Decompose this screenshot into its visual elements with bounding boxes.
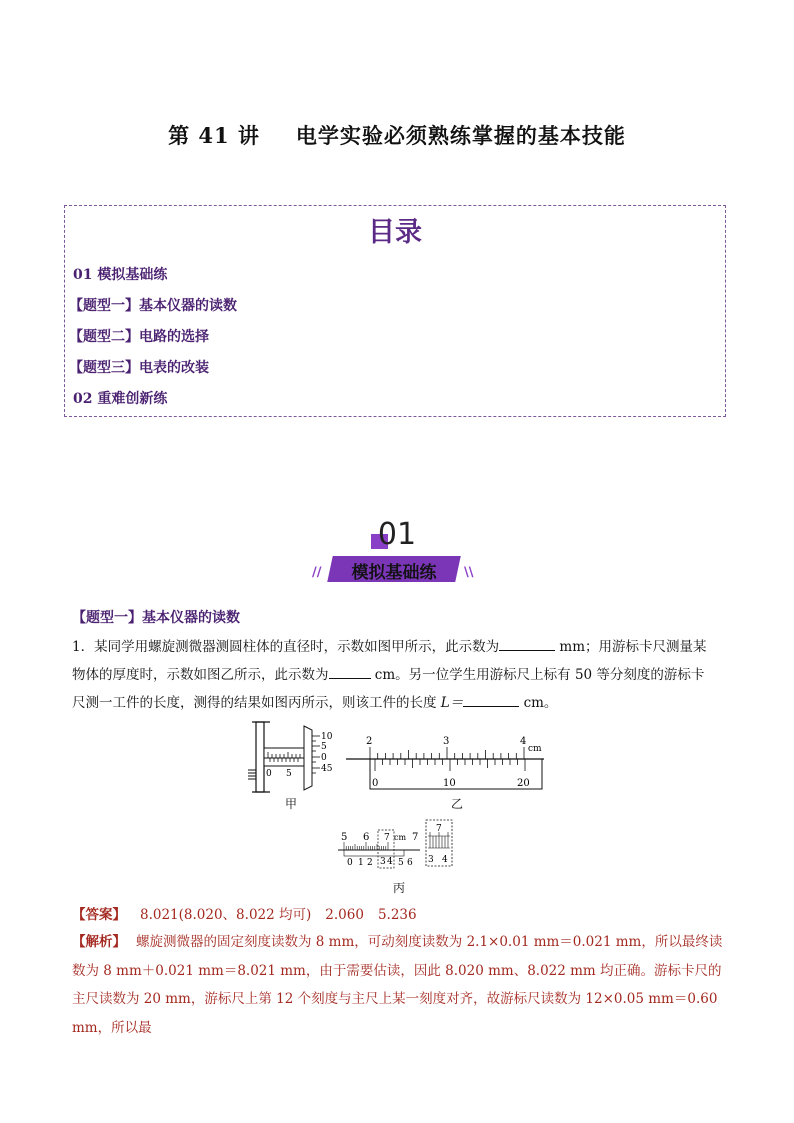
page-title	[0, 120, 794, 150]
lecture-title: 电学实验必须熟练掌握的基本技能	[295, 123, 626, 148]
toc-heading: 目录	[368, 217, 422, 248]
thimble-tick-0: 0	[321, 753, 327, 763]
figure-caliper	[344, 733, 549, 793]
vernier-tick-0: 0	[372, 778, 379, 789]
answer-value-1: 8.021(8.020、8.022 均可)	[140, 907, 312, 923]
bing-main-tick-6: 6	[363, 832, 370, 843]
analysis-tag: 【解析】	[72, 934, 126, 950]
bing-vernier-6: 6	[407, 858, 413, 868]
table-of-contents	[64, 205, 726, 417]
toc-item-02[interactable]: 02 重难创新练	[73, 391, 168, 407]
answer-line	[72, 903, 431, 923]
figure-caliper-50	[338, 818, 458, 870]
bing-inset2-top: 7	[436, 824, 442, 834]
answer-blank-1[interactable]	[499, 636, 555, 651]
main-tick-2: 2	[366, 736, 373, 747]
analysis-block	[72, 928, 728, 1042]
figure-caption-yi: 乙	[451, 797, 464, 811]
section-number: 01	[377, 517, 417, 552]
banner-left-slash-icon: //	[312, 565, 322, 580]
bing-inset2-bottom-3: 3	[428, 855, 434, 865]
main-unit-cm: cm	[528, 744, 542, 754]
bing-main-unit: cm	[394, 833, 407, 842]
bing-vernier-1: 1	[358, 858, 364, 868]
bing-vernier-2: 2	[367, 858, 373, 868]
bing-inset1-top: 7	[384, 833, 390, 843]
toc-item-type1[interactable]: 【题型一】基本仪器的读数	[69, 298, 237, 314]
bing-main-tick-7: 7	[412, 832, 419, 843]
vernier-tick-10: 10	[443, 778, 456, 789]
main-tick-4: 4	[520, 736, 527, 747]
question-type-label: 【题型一】基本仪器的读数	[72, 610, 240, 626]
toc-item-type2[interactable]: 【题型二】电路的选择	[69, 329, 209, 345]
vernier-tick-20: 20	[517, 778, 530, 789]
toc-item-01[interactable]: 01 模拟基础练	[73, 267, 168, 283]
answer-blank-2[interactable]	[329, 664, 371, 679]
bing-vernier-0: 0	[347, 858, 353, 868]
figure-caption-bing: 丙	[393, 881, 406, 895]
thimble-tick-10: 10	[321, 732, 333, 742]
lecture-number: 第 41 讲	[168, 123, 260, 148]
bing-inset1-bottom-3: 3	[380, 857, 386, 867]
bing-vernier-5: 5	[398, 858, 404, 868]
thimble-tick-5: 5	[321, 742, 327, 752]
analysis-text: 螺旋测微器的固定刻度读数为 8 mm，可动刻度读数为 2.1×0.01 mm＝0.021 mm，所以最终读数为 8 mm＋0.021 mm＝8.021 mm，由于需要估读，因此 8.020 mm、8.022 mm 均正确。游标卡尺的主尺读数为 20 mm，游标尺上第 12 个刻度与主尺上某一刻度对齐，故游标尺读数为 12×0.05 mm＝0.60 mm，所以最	[72, 934, 723, 1036]
answer-value-2: 2.060	[325, 907, 364, 923]
answer-value-3: 5.236	[377, 907, 417, 923]
bing-main-tick-5: 5	[341, 832, 348, 843]
figure-micrometer	[248, 720, 338, 795]
thimble-tick-45: 45	[321, 764, 333, 774]
answer-blank-3[interactable]	[463, 692, 519, 707]
question-line-1: 1．某同学用螺旋测微器测圆柱体的直径时，示数如图甲所示，此示数为 mm；用游标卡尺测量某	[72, 633, 728, 661]
figure-caption-jia: 甲	[285, 797, 298, 811]
section-label: 模拟基础练	[351, 563, 437, 583]
banner-right-slash-icon: \\	[464, 565, 474, 580]
question-line-3: 尺测一工件的长度，测得的结果如图丙所示，则该工件的长度 L＝ cm。	[72, 689, 728, 717]
bing-inset1-bottom-4: 4	[387, 857, 393, 867]
question-line-2: 物体的厚度时，示数如图乙所示，此示数为 cm。另一位学生用游标尺上标有 50 等分刻度的游标卡	[72, 661, 728, 689]
answer-tag: 【答案】	[72, 907, 126, 923]
toc-item-type3[interactable]: 【题型三】电表的改装	[69, 360, 209, 376]
bing-inset2-bottom-4: 4	[442, 855, 448, 865]
sleeve-tick-5: 5	[286, 769, 292, 779]
main-tick-3: 3	[443, 736, 450, 747]
sleeve-tick-0: 0	[266, 769, 272, 779]
